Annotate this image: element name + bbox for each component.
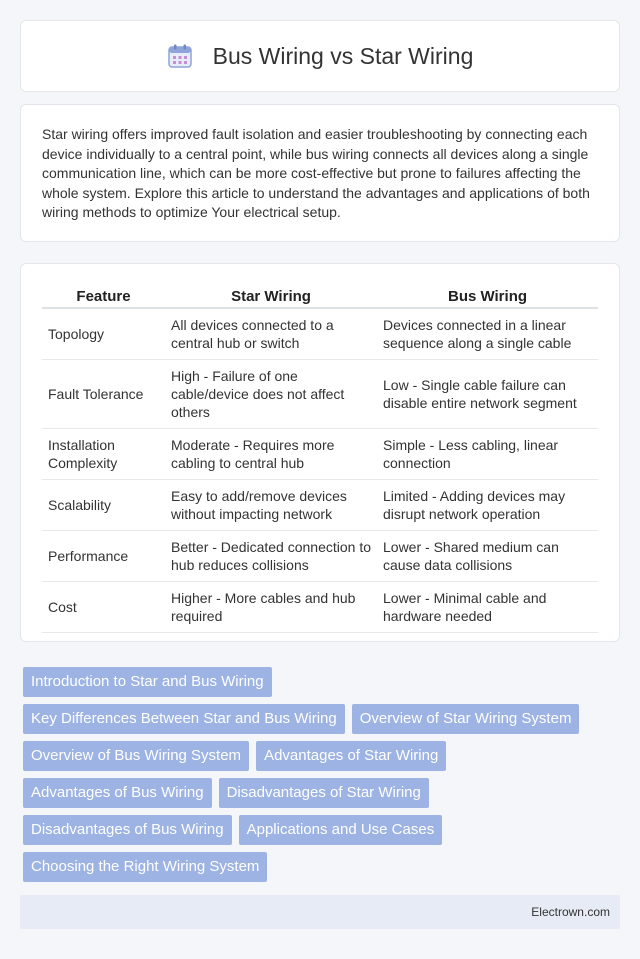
table-header-row bbox=[42, 284, 598, 308]
table-cell: Performance bbox=[42, 531, 165, 582]
table-cell: Lower - Shared medium can cause data collisions bbox=[377, 531, 598, 582]
table-row bbox=[42, 531, 598, 582]
table-row bbox=[42, 429, 598, 480]
table-cell: Scalability bbox=[42, 480, 165, 531]
table-row bbox=[42, 582, 598, 633]
header-bus-wiring: Bus Wiring bbox=[377, 284, 598, 308]
tag-row bbox=[23, 778, 623, 808]
tag-choosing-system[interactable]: Choosing the Right Wiring System bbox=[23, 852, 267, 882]
table-cell: Easy to add/remove devices without impacting network bbox=[165, 480, 377, 531]
comparison-table-card bbox=[20, 263, 620, 642]
table-cell: Limited - Adding devices may disrupt network operation bbox=[377, 480, 598, 531]
table-cell: Installation Complexity bbox=[42, 429, 165, 480]
table-cell: Higher - More cables and hub required bbox=[165, 582, 377, 633]
table-cell: Cost bbox=[42, 582, 165, 633]
tag-row bbox=[23, 667, 623, 697]
table-cell: Lower - Minimal cable and hardware needed bbox=[377, 582, 598, 633]
intro-text: Star wiring offers improved fault isolation and easier troubleshooting by connecting each device individually to a central point, while bus wiring connects all devices along a single communication line, which can be more cost-effective but prone to failures affecting the whole system. Explore this article to understand the advantages and applications of both wiring methods to optimize Your electrical setup. bbox=[42, 126, 590, 221]
table-cell: High - Failure of one cable/device does not affect others bbox=[165, 360, 377, 429]
tag-row bbox=[23, 815, 623, 845]
table-cell: Simple - Less cabling, linear connection bbox=[377, 429, 598, 480]
comparison-table bbox=[42, 284, 598, 633]
tag-advantages-star[interactable]: Advantages of Star Wiring bbox=[256, 741, 446, 771]
tag-row bbox=[23, 852, 623, 882]
table-cell: Better - Dedicated connection to hub reduces collisions bbox=[165, 531, 377, 582]
tag-applications[interactable]: Applications and Use Cases bbox=[239, 815, 443, 845]
table-cell: Topology bbox=[42, 308, 165, 360]
table-cell: Moderate - Requires more cabling to central hub bbox=[165, 429, 377, 480]
tag-row bbox=[23, 741, 623, 771]
table-cell: Devices connected in a linear sequence along a single cable bbox=[377, 308, 598, 360]
table-row bbox=[42, 308, 598, 360]
table-cell: All devices connected to a central hub or switch bbox=[165, 308, 377, 360]
tag-disadvantages-bus[interactable]: Disadvantages of Bus Wiring bbox=[23, 815, 232, 845]
table-cell: Fault Tolerance bbox=[42, 360, 165, 429]
header-card bbox=[20, 20, 620, 92]
tag-disadvantages-star[interactable]: Disadvantages of Star Wiring bbox=[219, 778, 429, 808]
footer bbox=[20, 895, 620, 929]
calendar-icon bbox=[167, 43, 193, 69]
tag-key-differences[interactable]: Key Differences Between Star and Bus Wiring bbox=[23, 704, 345, 734]
table-row bbox=[42, 480, 598, 531]
tag-overview-star[interactable]: Overview of Star Wiring System bbox=[352, 704, 580, 734]
tag-advantages-bus[interactable]: Advantages of Bus Wiring bbox=[23, 778, 212, 808]
tag-row bbox=[23, 704, 623, 734]
topic-tags bbox=[23, 667, 623, 889]
header-star-wiring: Star Wiring bbox=[165, 284, 377, 308]
intro-card bbox=[20, 104, 620, 242]
page-title: Bus Wiring vs Star Wiring bbox=[212, 42, 474, 69]
header-feature: Feature bbox=[42, 284, 165, 308]
table-cell: Low - Single cable failure can disable entire network segment bbox=[377, 360, 598, 429]
tag-overview-bus[interactable]: Overview of Bus Wiring System bbox=[23, 741, 249, 771]
footer-site-name[interactable]: Electrown.com bbox=[531, 905, 610, 919]
table-row bbox=[42, 360, 598, 429]
tag-introduction[interactable]: Introduction to Star and Bus Wiring bbox=[23, 667, 272, 697]
